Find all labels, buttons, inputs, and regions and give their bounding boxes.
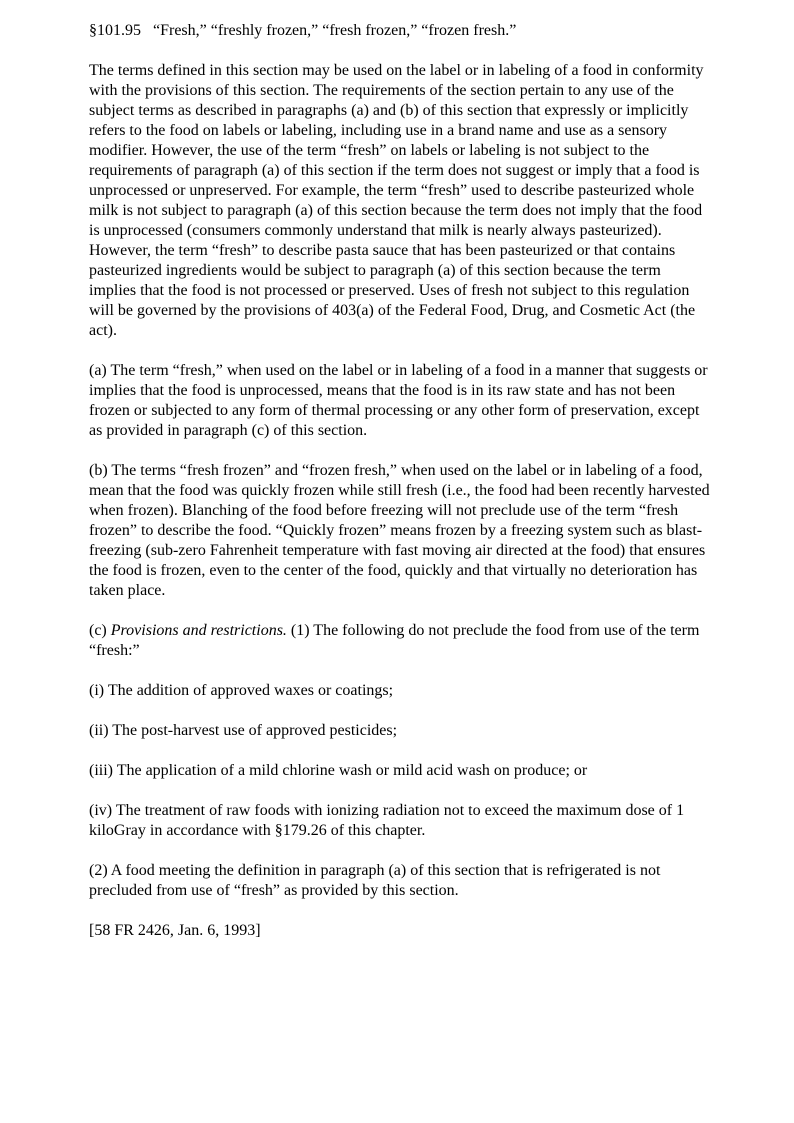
paragraph-2: (2) A food meeting the definition in paragraph (a) of this section that is refrigerated is not precluded from use of “fresh” as provided by this section.	[89, 862, 661, 899]
item-iii: (iii) The application of a mild chlorine wash or mild acid wash on produce; or	[89, 762, 588, 779]
paragraph-c	[89, 621, 711, 661]
paragraph-c-prefix: (c)	[89, 622, 111, 639]
paragraph-b: (b) The terms “fresh frozen” and “frozen fresh,” when used on the label or in labeling of a food, mean that the food was quickly frozen while still fresh (i.e., the food had been recently harvested when frozen). Blanching of the food before freezing will not preclude use of the term “fresh frozen” to describe the food. “Quickly frozen” means frozen by a freezing system such as blast-freezing (sub-zero Fahrenheit temperature with fast moving air directed at the food) that ensures the food is frozen, even to the center of the food, quickly and that virtually no deterioration has taken place.	[89, 462, 710, 599]
item-ii: (ii) The post-harvest use of approved pesticides;	[89, 722, 398, 739]
intro-paragraph: The terms defined in this section may be used on the label or in labeling of a food in conformity with the provisions of this section. The requirements of the section pertain to any use of the subject terms as described in paragraphs (a) and (b) of this section that expressly or implicitly refers to the food on labels or labeling, including use in a brand name and use as a sensory modifier. However, the use of the term “fresh” on labels or labeling is not subject to the requirements of paragraph (a) of this section if the term does not suggest or imply that a food is unprocessed or unpreserved. For example, the term “fresh” used to describe pasteurized whole milk is not subject to paragraph (a) of this section because the term does not imply that the food is unprocessed (consumers commonly understand that milk is nearly always pasteurized). However, the term “fresh” to describe pasta sauce that has been pasteurized or that contains pasteurized ingredients would be subject to paragraph (a) of this section because the term implies that the food is not processed or preserved. Uses of fresh not subject to this regulation will be governed by the provisions of 403(a) of the Federal Food, Drug, and Cosmetic Act (the act).	[89, 62, 704, 339]
paragraph-a: (a) The term “fresh,” when used on the label or in labeling of a food in a manner that suggests or implies that the food is unprocessed, means that the food is in its raw state and has not been frozen or subjected to any form of thermal processing or any other form of preservation, except as provided in paragraph (c) of this section.	[89, 362, 708, 439]
paragraph-c-text: (1) The following do not preclude the food from use of the term “fresh:”	[89, 622, 700, 659]
section-heading: §101.95 “Fresh,” “freshly frozen,” “fresh frozen,” “frozen fresh.”	[89, 22, 517, 39]
item-i: (i) The addition of approved waxes or coatings;	[89, 682, 394, 699]
citation: [58 FR 2426, Jan. 6, 1993]	[89, 922, 261, 939]
item-iv: (iv) The treatment of raw foods with ionizing radiation not to exceed the maximum dose of 1 kiloGray in accordance with §179.26 of this chapter.	[89, 802, 685, 839]
paragraph-c-subheading: Provisions and restrictions.	[110, 622, 287, 639]
document-page	[89, 21, 711, 961]
